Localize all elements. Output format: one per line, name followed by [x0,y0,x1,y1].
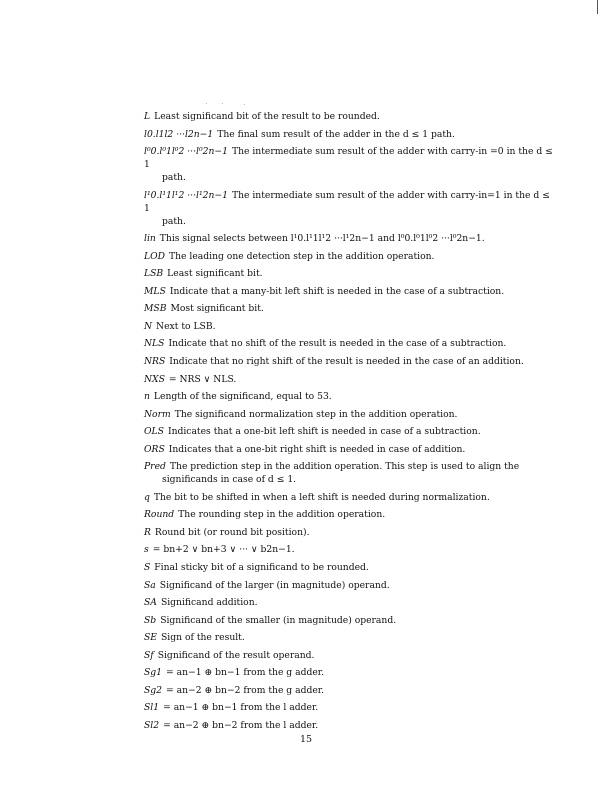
glossary-entry [144,145,556,184]
glossary-entry [144,425,556,438]
glossary-entry [144,189,556,228]
glossary-definition: The final sum result of the adder in the d ≤ 1 path. [217,128,455,140]
glossary-term: s [144,544,149,556]
glossary-definition-continuation: path. [162,215,186,227]
glossary-definition: Indicate that no shift of the result is needed in the case of a subtraction. [168,338,507,350]
glossary-entry [144,561,556,574]
glossary-entry [144,508,556,521]
glossary-term: L [144,111,151,122]
glossary-definition: Indicates that a one-bit right shift is needed in case of addition. [168,443,466,455]
glossary-term: MSB [144,303,167,315]
glossary-definition: Significand addition. [160,597,258,609]
glossary-term: Sg1 [144,667,163,679]
glossary-entry [144,302,556,315]
glossary-definition: Significand of the result operand. [157,649,315,661]
glossary-term: MLS [144,285,166,297]
glossary-definition: The prediction step in the addition operation. This step is used to align the [169,461,520,473]
glossary-entry [144,631,556,644]
glossary-term: LOD [144,250,165,262]
glossary-entry [144,128,556,141]
glossary-entry [144,320,556,333]
page-edge-mark [597,0,598,14]
glossary-term: NLS [144,338,165,350]
glossary-definition: The intermediate sum result of the adder with carry-in =0 in the d ≤ 1 [144,146,553,171]
glossary-list [144,110,556,737]
glossary-term: Sa [144,579,156,591]
glossary-term: q [144,491,150,503]
glossary-definition: Least significant bit. [167,268,263,280]
glossary-definition: = an−2 ⊕ bn−2 from the l adder. [163,719,319,731]
glossary-entry [144,110,556,123]
glossary-term: l⁰0.l⁰1l⁰2 ···l⁰2n−1 [144,146,228,158]
glossary-entry [144,390,556,403]
glossary-term: SE [144,632,158,644]
glossary-definition: Length of the significand, equal to 53. [153,391,332,403]
glossary-definition: Significand of the smaller (in magnitude) operand. [160,614,397,626]
glossary-term: ORS [144,443,165,455]
glossary-definition: Round bit (or round bit position). [154,526,310,538]
glossary-term: SA [144,597,157,609]
glossary-entry [144,614,556,627]
glossary-definition: Next to LSB. [156,320,216,332]
glossary-definition: The significand normalization step in the addition operation. [174,408,458,420]
glossary-entry [144,408,556,421]
glossary-term: N [144,320,153,332]
glossary-entry [144,491,556,504]
glossary-entry [144,526,556,539]
glossary-entry [144,701,556,714]
glossary-definition: Least significand bit of the result to be rounded. [154,111,380,122]
glossary-definition: The bit to be shifted in when a left shift is needed during normalization. [153,491,490,503]
glossary-definition: The intermediate sum result of the adder with carry-in=1 in the d ≤ 1 [144,189,550,214]
glossary-definition: = an−1 ⊕ bn−1 from the g adder. [166,667,325,679]
glossary-term: Sg2 [144,684,163,696]
glossary-definition-continuation: significands in case of d ≤ 1. [162,474,297,486]
glossary-entry [144,460,556,486]
glossary-definition: = NRS ∨ NLS. [168,373,237,385]
glossary-term: NRS [144,356,166,368]
glossary-definition: Significand of the larger (in magnitude) operand. [159,579,390,591]
glossary-definition: Most significant bit. [170,303,264,315]
glossary-definition: Final sticky bit of a significand to be rounded. [154,562,369,574]
glossary-entry [144,719,556,732]
glossary-definition: The rounding step in the addition operation. [178,509,386,521]
glossary-term: Sf [144,649,154,661]
glossary-term: Round [144,509,175,521]
glossary-definition: Indicate that a many-bit left shift is needed in the case of a subtraction. [169,285,505,297]
glossary-entry [144,250,556,263]
glossary-entry [144,596,556,609]
glossary-definition-continuation: path. [162,172,186,184]
glossary-term: Norm [144,408,171,420]
glossary-definition: Sign of the result. [161,632,245,644]
glossary-entry [144,543,556,556]
glossary-entry [144,579,556,592]
glossary-term: NXS [144,373,165,385]
page-number: 15 [299,734,313,745]
glossary-term: lin [144,233,156,245]
glossary-entry [144,373,556,386]
glossary-definition: Indicates that a one-bit left shift is needed in case of a subtraction. [167,426,481,438]
glossary-definition: = an−1 ⊕ bn−1 from the l adder. [163,702,319,714]
glossary-term: LSB [144,268,164,280]
glossary-term: l¹0.l¹1l¹2 ···l¹2n−1 [144,189,228,201]
glossary-term: Pred [144,461,166,473]
glossary-entry [144,684,556,697]
glossary-definition: The leading one detection step in the addition operation. [169,250,435,262]
glossary-definition: = bn+2 ∨ bn+3 ∨ ··· ∨ b2n−1. [152,544,295,556]
glossary-term: S [144,562,151,574]
glossary-entry [144,355,556,368]
glossary-entry [144,443,556,456]
glossary-definition: = an−2 ⊕ bn−2 from the g adder. [166,684,325,696]
glossary-definition: This signal selects between l¹0.l¹1l¹2 ···l¹2n−1 and l⁰0.l⁰1l⁰2 ···l⁰2n−1. [159,233,485,245]
glossary-entry [144,649,556,662]
glossary-entry [144,337,556,350]
glossary-term: Sl1 [144,702,160,714]
glossary-entry [144,285,556,298]
glossary-entry [144,232,556,245]
glossary-term: OLS [144,426,164,438]
glossary-term: l0.l1l2 ···l2n−1 [144,128,214,140]
glossary-entry [144,267,556,280]
glossary-term: R [144,526,151,538]
glossary-term: n [144,391,150,403]
glossary-term: Sb [144,614,157,626]
glossary-definition: Indicate that no right shift of the result is needed in the case of an addition. [169,356,524,368]
glossary-term: Sl2 [144,719,160,731]
glossary-entry [144,666,556,679]
